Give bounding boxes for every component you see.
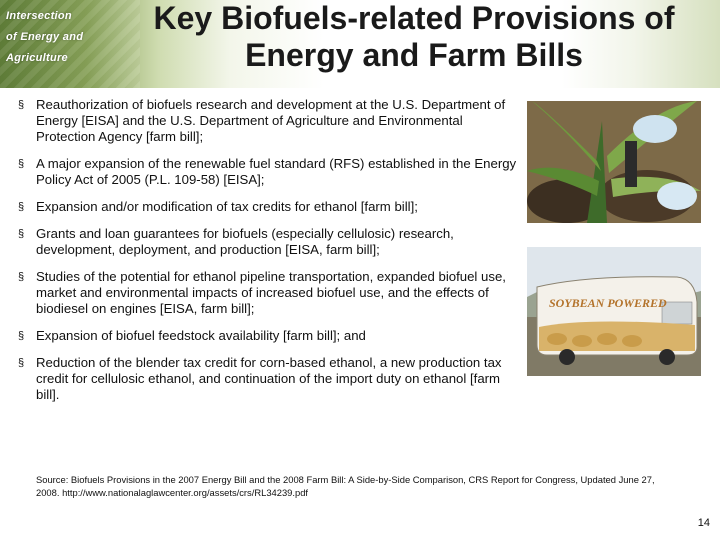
bullet-text: Grants and loan guarantees for biofuels (especially cellulosic) research, development, deployment, and production [EISA, farm bill]; [36,226,454,257]
bullet-marker-icon: § [18,271,25,283]
source-citation: Source: Biofuels Provisions in the 2007 Energy Bill and the 2008 Farm Bill: A Side-by-Side Comparison, CRS Report for Congress, Updated June 27, 2008. http://www.nationalaglawcenter.org/assets/crs/RL34239.pdf [36,474,655,498]
soybean-bus-illustration [527,247,701,376]
brand-line: of Energy and [6,31,84,43]
brand-line: Agriculture [6,52,68,64]
bullet-item [18,199,518,215]
plant-research-photo [527,101,701,223]
bullet-item [18,156,518,188]
header-banner [0,0,720,88]
bullet-marker-icon: § [18,357,25,369]
bullet-item [18,97,518,145]
slide-title [108,0,720,74]
bullet-marker-icon: § [18,201,25,213]
soybean-bus-photo [527,247,701,376]
bullet-item [18,328,518,344]
brand-line: Intersection [6,10,72,22]
bullet-item [18,355,518,403]
bullet-text: Reduction of the blender tax credit for corn-based ethanol, a new production tax credit for cellulosic ethanol, and continuation of the import duty on ethanol [farm bill]. [36,355,502,402]
bullet-marker-icon: § [18,330,25,342]
bullet-marker-icon: § [18,228,25,240]
title-line: Key Biofuels-related Provisions of [153,0,675,36]
title-line: Energy and Farm Bills [245,37,583,73]
plant-research-illustration [527,101,701,223]
bus-lettering: SOYBEAN POWERED [549,296,667,310]
bullet-text: Expansion and/or modification of tax credits for ethanol [farm bill]; [36,199,418,214]
bullet-text: Reauthorization of biofuels research and development at the U.S. Department of Energy [EISA] and the U.S. Department of Agriculture and Environmental Protection Agency [farm bill]; [36,97,506,144]
bullet-text: Studies of the potential for ethanol pipeline transportation, expanded biofuel use, market and environmental impacts of increased biofuel use, and the effects of biodiesel on engines [EISA, farm bill]; [36,269,506,316]
bullet-item [18,269,518,317]
bullet-text: A major expansion of the renewable fuel standard (RFS) established in the Energy Policy Act of 2005 (P.L. 109-58) [EISA]; [36,156,517,187]
bullet-text: Expansion of biofuel feedstock availability [farm bill]; and [36,328,366,343]
bullet-item [18,226,518,258]
bullet-marker-icon: § [18,99,25,111]
bullet-marker-icon: § [18,158,25,170]
bullet-list [18,97,518,414]
brand-text [6,6,116,69]
page-number: 14 [697,517,710,529]
